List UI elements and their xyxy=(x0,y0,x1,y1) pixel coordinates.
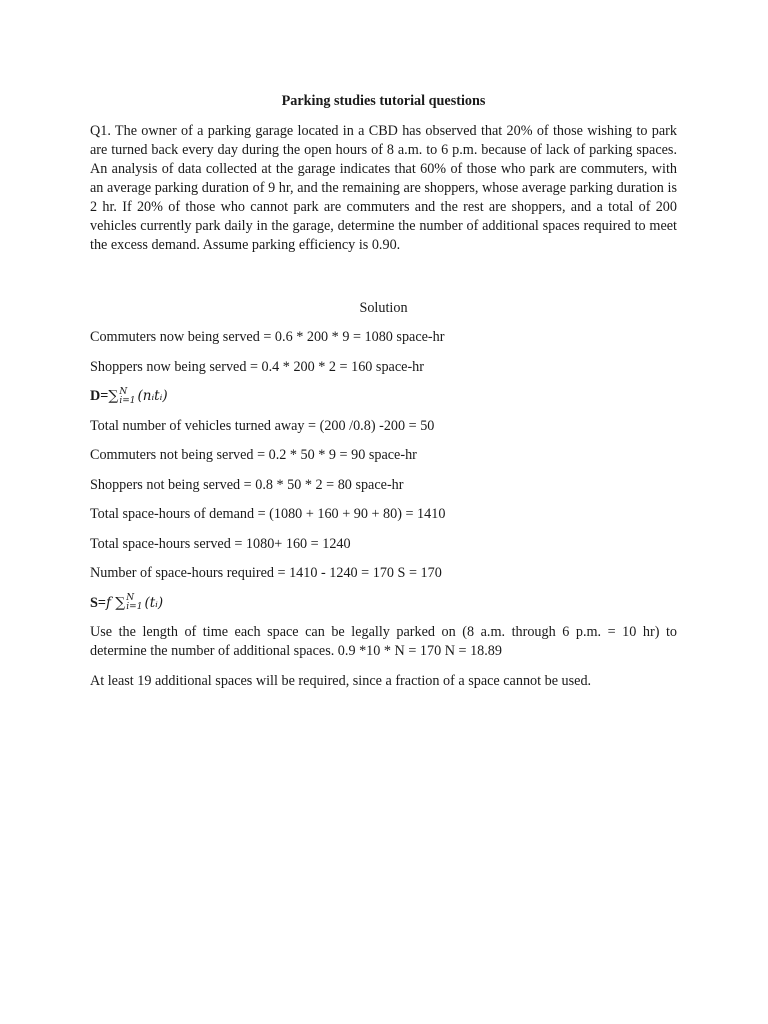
space-formula-body: (tᵢ) xyxy=(144,594,164,611)
document-page xyxy=(90,92,677,701)
summation-limits xyxy=(119,388,135,406)
summation-lower: i=1 xyxy=(126,602,143,612)
space-formula xyxy=(90,594,677,613)
space-formula-lhs: S= xyxy=(90,594,106,611)
commuters-not-served-line: Commuters not being served = 0.2 * 50 * 9 = 90 space-hr xyxy=(90,447,417,463)
summation-upper: N xyxy=(126,593,135,603)
document-title: Parking studies tutorial questions xyxy=(281,93,486,109)
required-line: Number of space-hours required = 1410 - 1240 = 170 S = 170 xyxy=(90,565,442,581)
summation-upper: N xyxy=(119,386,128,397)
length-of-time-paragraph: Use the length of time each space can be legally parked on (8 a.m. through 6 p.m. = 10 hr) to determine the number of additional spaces. 0.9 *10 * N = 170 N = 18.89 xyxy=(90,624,677,659)
solution-heading: Solution xyxy=(359,300,408,316)
summation-lower: i=1 xyxy=(119,395,136,406)
total-served-line: Total space-hours served = 1080+ 160 = 1240 xyxy=(90,535,351,552)
demand-formula-body: (nᵢtᵢ) xyxy=(137,388,168,404)
summation-symbol: ∑ xyxy=(115,594,126,611)
total-demand-line: Total space-hours of demand = (1080 + 160 + 90 + 80) = 1410 xyxy=(90,506,446,522)
turned-away-line: Total number of vehicles turned away = (200 /0.8) -200 = 50 xyxy=(90,417,435,434)
demand-formula-lhs: D= xyxy=(90,388,109,404)
shoppers-not-served-line: Shoppers not being served = 0.8 * 50 * 2 = 80 space-hr xyxy=(90,476,404,493)
demand-formula xyxy=(90,387,677,406)
conclusion-line: At least 19 additional spaces will be required, since a fraction of a space cannot be used. xyxy=(90,672,592,689)
summation-limits xyxy=(126,594,142,612)
efficiency-symbol: f xyxy=(105,594,111,611)
commuters-served-line: Commuters now being served = 0.6 * 200 * 9 = 1080 space-hr xyxy=(90,329,445,345)
shoppers-served-line: Shoppers now being served = 0.4 * 200 * 2 = 160 space-hr xyxy=(90,358,424,375)
summation-symbol: ∑ xyxy=(108,388,119,404)
question-paragraph: Q1. The owner of a parking garage located in a CBD has observed that 20% of those wishing to park are turned back every day during the open hours of 8 a.m. to 6 p.m. because of lack of parking spaces. An analysis of data collected at the garage indicates that 60% of those who park are commuters, with an average parking duration of 9 hr, and the remaining are shoppers, whose average parking duration is 2 hr. If 20% of those who cannot park are commuters and the rest are shoppers, and a total of 200 vehicles currently park daily in the garage, determine the number of additional spaces required to meet the excess demand. Assume parking efficiency is 0.90. xyxy=(90,123,677,253)
